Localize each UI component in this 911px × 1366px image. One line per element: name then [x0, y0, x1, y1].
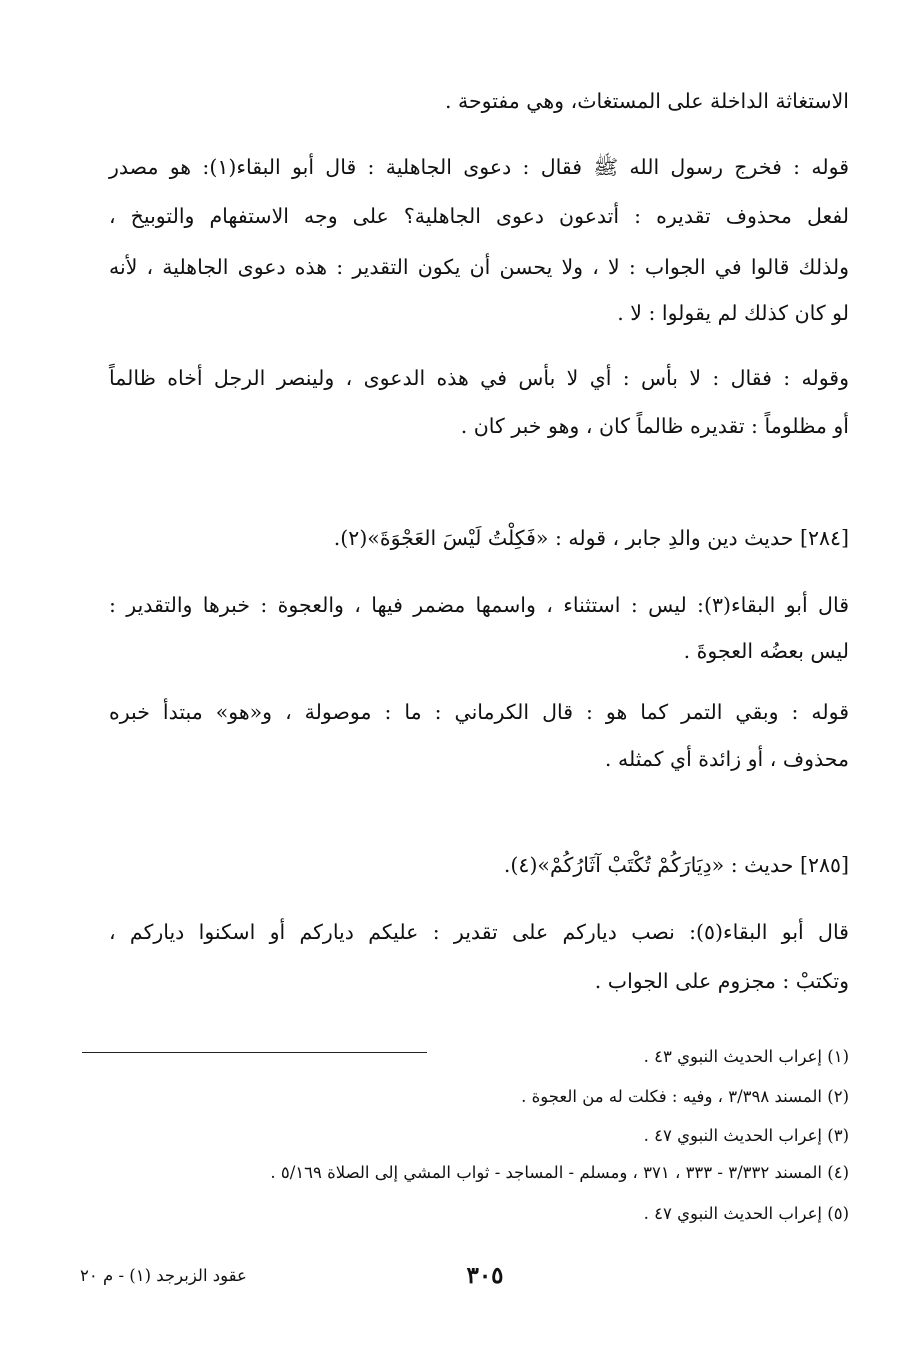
book-title-footer: عقود الزبرجد (١) - م ٢٠ [80, 1266, 247, 1285]
text-line-3: لفعل محذوف تقديره : أتدعون دعوى الجاهلية؟ على وجه الاستفهام والتوبيخ ، [109, 204, 849, 228]
page-number: ٣٠٥ [466, 1262, 504, 1289]
footnote-4: (٤) المسند ٣/٣٣٢ - ٣٣٣ ، ٣٧١ ، ومسلم - المساجد - ثواب المشي إلى الصلاة ٥/١٦٩ . [270, 1163, 849, 1182]
text-line-1: الاستغاثة الداخلة على المستغاث، وهي مفتوحة . [444, 89, 849, 113]
footnote-2: (٢) المسند ٣/٣٩٨ ، وفيه : فكلت له من العجوة . [521, 1087, 849, 1106]
text-line-7: أو مظلوماً : تقديره ظالماً كان ، وهو خبر كان . [460, 414, 849, 438]
text-line-4: ولذلك قالوا في الجواب : لا ، ولا يحسن أن يكون التقدير : هذه دعوى الجاهلية ، لأنه [109, 255, 849, 279]
text-line-6: وقوله : فقال : لا بأس : أي لا بأس في هذه الدعوى ، ولينصر الرجل أخاه ظالماً [109, 366, 849, 390]
footnote-separator [82, 1052, 427, 1053]
text-line-11: قوله : وبقي التمر كما هو : قال الكرماني : ما : موصولة ، و«هو» مبتدأ خبره [109, 700, 849, 724]
text-line-10: ليس بعضُه العجوةَ . [683, 639, 849, 663]
text-line-14: قال أبو البقاء(٥): نصب دياركم على تقدير : عليكم دياركم أو اسكنوا دياركم ، [109, 920, 849, 944]
text-line-5: لو كان كذلك لم يقولوا : لا . [617, 301, 849, 325]
footnote-3: (٣) إعراب الحديث النبوي ٤٧ . [643, 1126, 849, 1145]
text-line-15: وتكتبْ : مجزوم على الجواب . [594, 969, 849, 993]
hadith-heading-284: [٢٨٤] حديث دين والدِ جابر ، قوله : «فَكِلْتُ لَيْسَ العَجْوَةَ»(٢). [333, 526, 849, 550]
footnote-5: (٥) إعراب الحديث النبوي ٤٧ . [643, 1204, 849, 1223]
text-line-2: قوله : فخرج رسول الله ﷺ فقال : دعوى الجاهلية : قال أبو البقاء(١): هو مصدر [109, 155, 849, 179]
footnote-1: (١) إعراب الحديث النبوي ٤٣ . [643, 1047, 849, 1066]
hadith-heading-285: [٢٨٥] حديث : «دِيَارَكُمْ تُكْتَبْ آثَارُكُمْ»(٤). [503, 853, 849, 877]
text-line-9: قال أبو البقاء(٣): ليس : استثناء ، واسمها مضمر فيها ، والعجوة : خبرها والتقدير : [109, 593, 849, 617]
text-line-12: محذوف ، أو زائدة أي كمثله . [604, 747, 849, 771]
